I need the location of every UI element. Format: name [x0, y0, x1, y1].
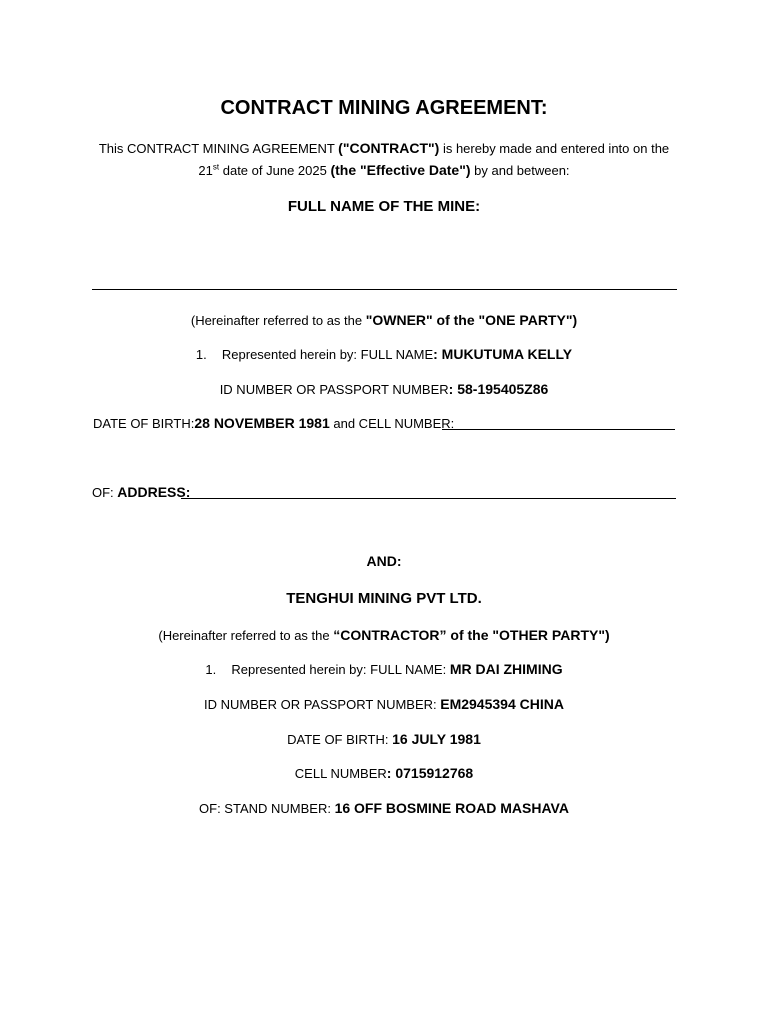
intro-line-1	[0, 140, 768, 157]
contractor-reference-text: (Hereinafter referred to as the	[158, 628, 334, 643]
document-title: CONTRACT MINING AGREEMENT:	[220, 97, 548, 119]
contractor-rep-label: Represented herein by: FULL NAME:	[231, 662, 450, 677]
owner-address-blank-line[interactable]	[181, 498, 676, 499]
owner-list-number: 1.	[195, 347, 207, 362]
contractor-cell-label: CELL NUMBER	[294, 766, 387, 781]
contractor-name: TENGHUI MINING PVT LTD.	[286, 590, 482, 607]
contractor-reference	[0, 627, 768, 644]
intro-text-end: is hereby made and entered into on the	[439, 141, 670, 156]
contractor-list-number: 1.	[205, 662, 217, 677]
owner-reference-term: "OWNER" of the "ONE PARTY")	[365, 312, 578, 328]
contractor-cell-line	[0, 765, 768, 782]
contractor-id-value: EM2945394 CHINA	[440, 696, 564, 712]
mine-name-blank-line[interactable]	[92, 289, 677, 290]
owner-id-line	[0, 381, 768, 398]
intro-contract-term: ("CONTRACT")	[338, 140, 440, 156]
owner-address-prefix: OF:	[92, 485, 118, 500]
owner-id-label: ID NUMBER OR PASSPORT NUMBER	[219, 382, 449, 397]
intro-text: This CONTRACT MINING AGREEMENT	[98, 141, 339, 156]
owner-address-line	[92, 484, 190, 501]
owner-reference	[0, 312, 768, 329]
contractor-dob-label: DATE OF BIRTH:	[287, 732, 393, 747]
owner-reference-text: (Hereinafter referred to as the	[190, 313, 366, 328]
owner-rep-label: Represented herein by: FULL NAME	[221, 347, 434, 362]
contractor-dob-line	[0, 731, 768, 748]
owner-address-label: ADDRESS:	[117, 484, 191, 500]
contractor-reference-term: “CONTRACTOR” of the "OTHER PARTY")	[333, 627, 610, 643]
owner-dob-cell-line	[93, 415, 454, 432]
owner-cell-label: and CELL NUMBER:	[329, 416, 455, 431]
intro-day: 21	[198, 163, 213, 178]
intro-day-suffix: st	[212, 162, 220, 172]
owner-cell-blank-line[interactable]	[442, 429, 675, 430]
contractor-representative	[0, 661, 768, 678]
intro-between: by and between:	[470, 163, 570, 178]
and-separator: AND:	[366, 553, 402, 569]
contractor-rep-name: MR DAI ZHIMING	[449, 661, 563, 677]
intro-effective-date-term: (the "Effective Date")	[330, 162, 471, 178]
owner-dob-label: DATE OF BIRTH:	[93, 416, 195, 431]
intro-line-2	[0, 162, 768, 179]
contractor-stand-label: OF: STAND NUMBER:	[199, 801, 335, 816]
owner-dob-value: 28 NOVEMBER 1981	[194, 415, 330, 431]
owner-id-value: : 58-195405Z86	[448, 381, 549, 397]
contractor-id-line	[0, 696, 768, 713]
intro-date: date of June 2025	[219, 163, 331, 178]
contractor-stand-value: 16 OFF BOSMINE ROAD MASHAVA	[334, 800, 569, 816]
owner-representative	[0, 346, 768, 363]
contractor-cell-value: : 0715912768	[386, 765, 474, 781]
contractor-dob-value: 16 JULY 1981	[392, 731, 481, 747]
contractor-stand-line	[0, 800, 768, 817]
contractor-id-label: ID NUMBER OR PASSPORT NUMBER:	[204, 697, 441, 712]
mine-name-heading: FULL NAME OF THE MINE:	[287, 198, 481, 215]
owner-rep-name: : MUKUTUMA KELLY	[433, 346, 573, 362]
